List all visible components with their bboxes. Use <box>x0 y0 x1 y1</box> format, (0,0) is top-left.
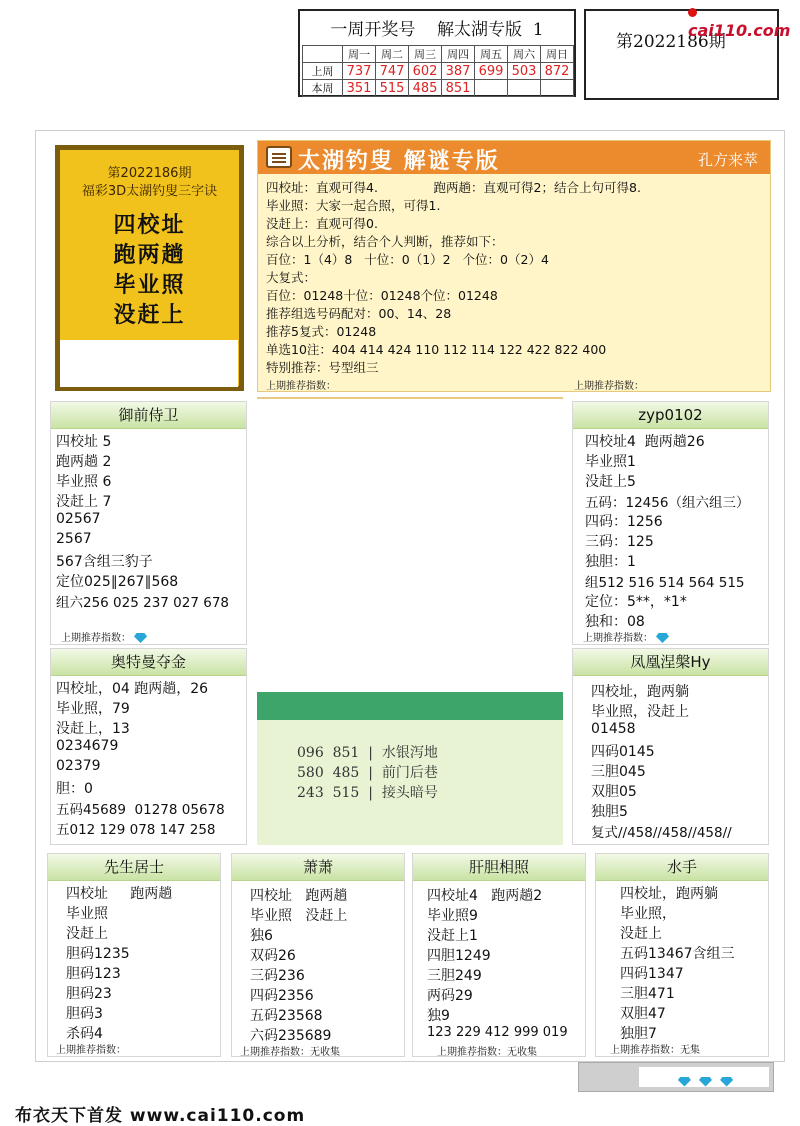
box-line: 没赶上 <box>66 926 108 942</box>
result-cell: 485 <box>409 80 442 97</box>
box-line: 组六256 025 237 027 678 <box>56 595 230 611</box>
box-line: 四校址4 跑两趟26 <box>585 434 705 450</box>
box-line: 六码235689 <box>250 1028 332 1044</box>
box-line: 独6 <box>250 928 273 944</box>
box-line: 三胆045 <box>591 764 646 780</box>
row-label: 上周 <box>303 63 343 80</box>
analysis-author: 孔方来萃 <box>697 151 758 169</box>
box-footer <box>61 629 147 644</box>
box-title: 御前侍卫 <box>51 402 246 429</box>
box-line: 毕业照，79 <box>56 701 130 717</box>
box-line: 毕业照9 <box>427 908 478 924</box>
slogan-box <box>257 720 563 845</box>
box-line: 三码：125 <box>585 534 654 550</box>
box-footer <box>583 629 669 644</box>
diamond-icon <box>720 1077 733 1087</box>
day-header: 周五 <box>475 46 508 63</box>
box-line: 没赶上5 <box>585 474 636 490</box>
table-row <box>303 80 574 97</box>
box-line: 独胆：1 <box>585 554 636 570</box>
analysis-line: 百位：1（4）8 十位：0（1）2 个位：0（2）4 <box>266 252 549 267</box>
box-line: 胆码1235 <box>66 946 130 962</box>
box-line: 胆：0 <box>56 781 93 797</box>
result-cell: 872 <box>541 63 574 80</box>
box-footer: 上期推荐指数：无收集 <box>240 1047 340 1058</box>
box-line: 复式//458//458//458// <box>591 825 732 841</box>
box-xiaoxiao <box>231 853 405 1057</box>
rating-gems <box>639 1067 769 1087</box>
diamond-icon <box>699 1077 712 1087</box>
site-logo[interactable] <box>688 2 800 40</box>
slogan-line: 243 515 | 接头暗号 <box>297 785 438 801</box>
box-line: 双码26 <box>250 948 296 964</box>
analysis-line: 单选10注：404 414 424 110 112 114 122 422 822 400 <box>266 342 607 357</box>
slogan-line: 096 851 | 水银泻地 <box>297 745 438 761</box>
site-logo-text: cai110.com <box>688 21 791 40</box>
box-line: 567含组三豹子 <box>56 554 153 570</box>
day-header: 周日 <box>541 46 574 63</box>
table-row <box>303 46 574 63</box>
box-line: 五码45689 01278 05678 <box>56 802 225 818</box>
table-row <box>303 63 574 80</box>
box-line: 四校址 跑两趟 <box>250 888 348 904</box>
box-line: 三胆471 <box>620 986 675 1002</box>
box-line: 毕业照 没赶上 <box>250 908 348 924</box>
issue-number: 第2022186期 <box>616 32 726 52</box>
box-footer: 上期推荐指数：无收集 <box>437 1047 537 1058</box>
analysis-line: 推荐组选号码配对：00、14、28 <box>266 306 452 321</box>
result-cell <box>475 80 508 97</box>
result-cell: 515 <box>376 80 409 97</box>
result-cell <box>508 80 541 97</box>
diamond-icon <box>678 1077 691 1087</box>
scroll-icon <box>266 146 292 168</box>
box-line: 四校址，跑两躺 <box>620 886 718 902</box>
box-line: 三码236 <box>250 968 305 984</box>
result-cell: 503 <box>508 63 541 80</box>
day-header: 周一 <box>343 46 376 63</box>
poster-blank <box>60 340 238 387</box>
box-line: 组512 516 514 564 515 <box>585 575 745 591</box>
box-zyp <box>572 401 769 645</box>
box-footer: 上期推荐指数： <box>56 1045 126 1056</box>
box-title: 萧萧 <box>232 854 404 881</box>
box-line: 毕业照 <box>66 906 108 922</box>
box-line: 双胆47 <box>620 1006 666 1022</box>
poster-phrase: 四校址 <box>113 212 186 238</box>
box-aoteman <box>50 648 247 845</box>
divider <box>257 397 563 399</box>
box-title: zyp0102 <box>573 402 768 429</box>
rating-bar <box>578 1062 774 1092</box>
box-title: 水手 <box>596 854 768 881</box>
footer-label: 上期推荐指数： <box>61 633 131 644</box>
box-line: 毕业照 6 <box>56 474 112 490</box>
day-header: 周四 <box>442 46 475 63</box>
box-line: 四码1347 <box>620 966 684 982</box>
box-line: 五012 129 078 147 258 <box>56 822 216 838</box>
box-line: 没赶上 7 <box>56 494 112 510</box>
box-title: 先生居士 <box>48 854 220 881</box>
analysis-title: 太湖钓叟 解谜专版 <box>298 148 500 174</box>
result-cell: 699 <box>475 63 508 80</box>
box-line: 五码23568 <box>250 1008 323 1024</box>
analysis-line: 推荐5复式：01248 <box>266 324 377 339</box>
result-cell: 351 <box>343 80 376 97</box>
box-line: 两码29 <box>427 988 473 1004</box>
box-line: 四码0145 <box>591 744 655 760</box>
box-yuqian <box>50 401 247 645</box>
box-line: 四校址4 跑两趟2 <box>427 888 543 904</box>
box-line: 没赶上1 <box>427 928 478 944</box>
box-line: 四校址，04 跑两趟，26 <box>56 681 209 697</box>
weekly-results-table <box>302 45 574 97</box>
day-header: 周二 <box>376 46 409 63</box>
analysis-line: 毕业照：大家一起合照，可得1. <box>266 198 441 213</box>
box-line: 四码2356 <box>250 988 314 1004</box>
corner-cell <box>303 46 343 63</box>
box-title: 肝胆相照 <box>413 854 585 881</box>
results-header <box>298 9 576 97</box>
box-line: 独9 <box>427 1008 450 1024</box>
analysis-line: 大复式： <box>266 270 317 285</box>
box-line: 01458 <box>591 721 636 737</box>
box-line: 没赶上，13 <box>56 721 130 737</box>
box-line: 定位：5**，*1* <box>585 594 687 610</box>
box-line: 四校址，跑两躺 <box>591 684 689 700</box>
box-line: 胆码23 <box>66 986 112 1002</box>
last-index-label: 上期推荐指数： <box>574 381 644 392</box>
box-line: 四校址 跑两趟 <box>66 886 173 902</box>
box-line: 没赶上 <box>620 926 662 942</box>
box-line: 独和：08 <box>585 614 645 630</box>
header-title: 一周开奖号 解太湖专版 1 <box>330 20 544 40</box>
day-header: 周六 <box>508 46 541 63</box>
analysis-line: 百位：01248十位：01248个位：01248 <box>266 288 498 303</box>
last-index-label: 上期推荐指数： <box>266 381 336 392</box>
box-line: 胆码123 <box>66 966 121 982</box>
box-line: 四校址 5 <box>56 434 112 450</box>
center-green-bar <box>257 692 563 720</box>
box-line: 02567 <box>56 511 101 527</box>
box-title: 奥特曼夺金 <box>51 649 246 676</box>
box-line: 四码：1256 <box>585 514 663 530</box>
diamond-icon <box>134 633 147 643</box>
poster-subtitle: 福彩3D太湖钓叟三字诀 <box>81 184 218 199</box>
analysis-line: 没赶上：直观可得0. <box>266 216 378 231</box>
box-title: 凤凰涅槃Hy <box>573 649 768 676</box>
analysis-line: 特别推荐：号型组三 <box>266 360 379 375</box>
box-line: 跑两趟 2 <box>56 454 112 470</box>
diamond-icon <box>656 633 669 643</box>
poster <box>55 145 244 391</box>
day-header: 周三 <box>409 46 442 63</box>
box-line: 胆码3 <box>66 1006 103 1022</box>
box-line: 三胆249 <box>427 968 482 984</box>
analysis-header <box>258 141 770 174</box>
footer-label: 上期推荐指数： <box>583 633 653 644</box>
poster-issue: 第2022186期 <box>107 166 192 181</box>
box-line: 定位025∥267∥568 <box>56 574 179 590</box>
box-line: 毕业照，没赶上 <box>591 704 689 720</box>
analysis-line: 综合以上分析，结合个人判断，推荐如下： <box>266 234 504 249</box>
footer-credit: 布衣天下首发 www.cai110.com <box>15 1106 306 1126</box>
box-line: 毕业照1 <box>585 454 636 470</box>
box-line: 四胆1249 <box>427 948 491 964</box>
result-cell: 747 <box>376 63 409 80</box>
box-line: 独胆5 <box>591 804 628 820</box>
box-footer: 上期推荐指数：无集 <box>610 1045 700 1056</box>
box-line: 123 229 412 999 019 <box>427 1025 568 1040</box>
logo-dot-icon <box>688 8 697 17</box>
poster-phrase: 跑两趟 <box>113 242 186 268</box>
result-cell: 387 <box>442 63 475 80</box>
result-cell: 737 <box>343 63 376 80</box>
poster-phrase: 没赶上 <box>113 302 186 328</box>
box-line: 五码：12456（组六组三） <box>585 495 750 511</box>
box-line: 0234679 <box>56 738 119 754</box>
box-line: 毕业照， <box>620 906 676 922</box>
analysis-panel <box>257 140 771 392</box>
box-line: 五码13467含组三 <box>620 946 735 962</box>
box-line: 杀码4 <box>66 1026 103 1042</box>
result-cell: 851 <box>442 80 475 97</box>
box-xiansheng <box>47 853 221 1057</box>
analysis-line: 四校址：直观可得4. 跑两趟：直观可得2；结合上句可得8. <box>266 180 641 195</box>
box-line: 2567 <box>56 531 92 547</box>
box-line: 双胆05 <box>591 784 637 800</box>
box-gandan <box>412 853 586 1057</box>
box-fenghuang <box>572 648 769 845</box>
slogan-line: 580 485 | 前门后巷 <box>297 765 438 781</box>
row-label: 本周 <box>303 80 343 97</box>
box-line: 独胆7 <box>620 1026 657 1042</box>
poster-phrase: 毕业照 <box>113 272 186 298</box>
box-line: 02379 <box>56 758 101 774</box>
result-cell: 602 <box>409 63 442 80</box>
box-shuishou <box>595 853 769 1057</box>
result-cell <box>541 80 574 97</box>
